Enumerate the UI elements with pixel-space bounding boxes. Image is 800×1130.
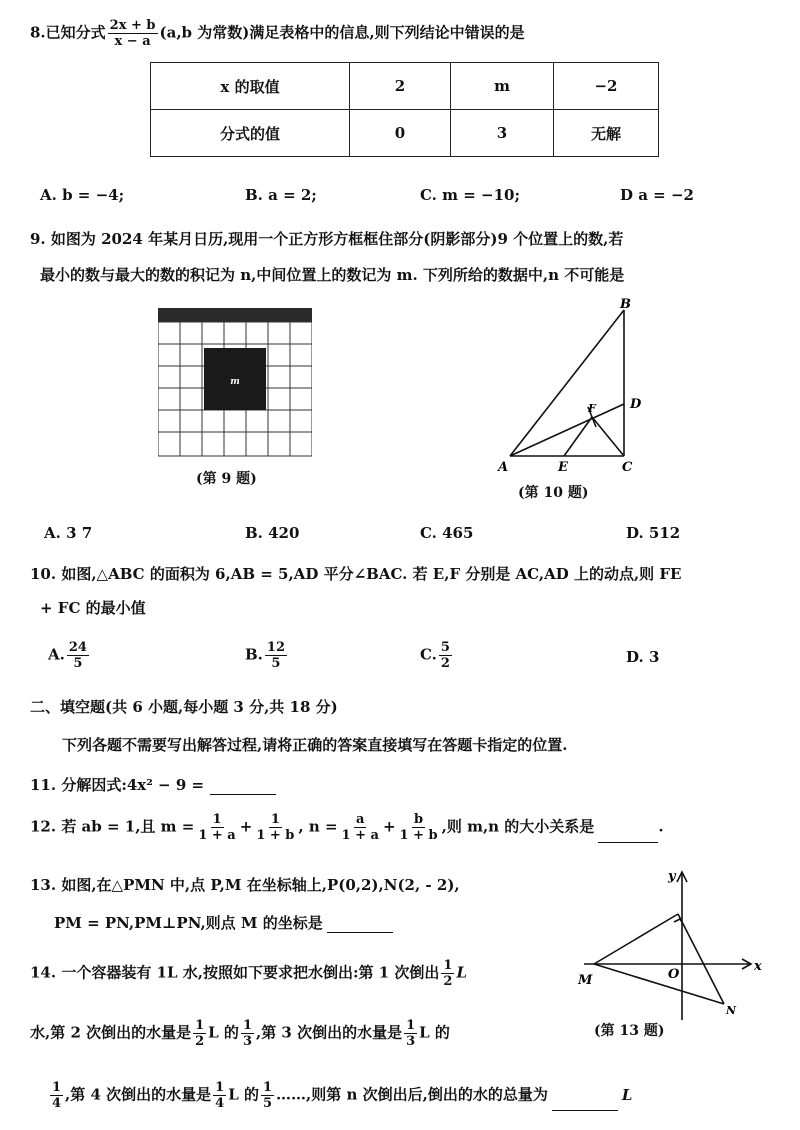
- q8-option-c: C. m = −10;: [420, 186, 520, 204]
- table-cell: −2: [554, 63, 659, 110]
- calendar-header-bar: [158, 308, 312, 322]
- table-cell: m: [451, 63, 554, 110]
- label-x: x: [754, 959, 762, 974]
- label-o: O: [668, 967, 680, 982]
- section-instruction: 下列各题不需要写出解答过程,请将正确的答案直接填写在答题卡指定的位置.: [62, 736, 568, 754]
- label-b: B: [620, 297, 631, 312]
- q8-option-a: A. b = −4;: [40, 186, 125, 204]
- label-c: C: [622, 460, 633, 475]
- q14-line3: $\frac{1}{4}$ ,第 4 次倒出的水量是 $\frac{1}{4}$ L 的 $\frac{1}{5}$ ……,则第 n 次倒出后,倒出的水的总量为 L: [52, 1080, 633, 1111]
- label-e: E: [558, 460, 568, 475]
- q9-caption: (第 9 题): [196, 471, 257, 487]
- label-y: y: [668, 869, 676, 884]
- q10-option-d: D. 3: [626, 648, 660, 666]
- q13-line1: 13. 如图,在△PMN 中,点 P,M 在坐标轴上,P(0,2),N(2, - 2),: [30, 876, 460, 894]
- q13-line2: PM = PN,PM⊥PN,则点 M 的坐标是: [54, 912, 393, 933]
- answer-blank[interactable]: [210, 778, 276, 795]
- q10-line1: 10. 如图,△ABC 的面积为 6,AB = 5,AD 平分∠BAC. 若 E,F 分别是 AC,AD 上的动点,则 FE: [30, 565, 682, 583]
- q10-caption: (第 10 题): [518, 485, 589, 501]
- table-cell: 0: [350, 110, 451, 157]
- q12: 12. 若 ab = 1,且 m = $\frac{1}{1 + a}$ + $\frac{1}{1 + b}$ , n = $\frac{a}{1 + a}$ + $\frac{b}{1 + b}$ ,则 m,n 的大小关系是 .: [30, 812, 664, 843]
- calendar-figure: [158, 308, 312, 458]
- q9-option-b: B. 420: [245, 524, 300, 542]
- q10-option-c: C. $\frac{5}{2}$: [420, 640, 450, 671]
- q10-option-b: B. $\frac{12}{5}$: [245, 640, 285, 671]
- q10-option-a: A. $\frac{24}{5}$: [48, 640, 87, 671]
- table-row: [151, 110, 659, 157]
- q11: 11. 分解因式:4x² − 9 =: [30, 774, 276, 795]
- coordinate-figure: [574, 866, 764, 1026]
- q9-option-a: A. 3 7: [44, 524, 93, 542]
- q14-line2: 水,第 2 次倒出的水量是 $\frac{1}{2}$ L 的 $\frac{1}{3}$ ,第 3 次倒出的水量是 $\frac{1}{3}$ L 的: [30, 1018, 450, 1049]
- table-cell: 2: [350, 63, 451, 110]
- q14-line1: 14. 一个容器装有 1L 水,按照如下要求把水倒出:第 1 次倒出 $\frac{1}{2}$ L: [30, 958, 467, 989]
- section-title: 二、填空题(共 6 小题,每小题 3 分,共 18 分): [30, 698, 338, 716]
- triangle-figure: [490, 296, 650, 476]
- q9-line1: 9. 如图为 2024 年某月日历,现用一个正方形方框框住部分(阴影部分)9 个位置上的数,若: [30, 230, 624, 248]
- label-d: D: [630, 397, 642, 412]
- label-a: A: [498, 460, 509, 475]
- label-f: F: [588, 402, 596, 415]
- q8-stem: 8.已知分式 $\frac{2x + b}{x - a}$ (a,b 为常数)满足表格中的信息,则下列结论中错误的是: [30, 18, 525, 49]
- table-cell: 无解: [554, 110, 659, 157]
- table-cell: x 的取值: [151, 63, 350, 110]
- table-cell: 3: [451, 110, 554, 157]
- q8-option-b: B. a = 2;: [245, 186, 317, 204]
- q9-line2: 最小的数与最大的数的积记为 n,中间位置上的数记为 m. 下列所给的数据中,n 不可能是: [40, 266, 625, 284]
- q10-line2: + FC 的最小值: [40, 599, 146, 617]
- table-cell: 分式的值: [151, 110, 350, 157]
- q8-option-d: D a = −2: [620, 186, 694, 204]
- table-row: [151, 63, 659, 110]
- q8-fraction: $\frac{2x + b}{x - a}$: [109, 18, 156, 49]
- q9-option-d: D. 512: [626, 524, 681, 542]
- label-n: N: [726, 1004, 737, 1017]
- answer-blank[interactable]: [327, 916, 393, 933]
- label-m: M: [578, 973, 593, 988]
- calendar-center-label: m: [230, 377, 240, 387]
- answer-blank[interactable]: [552, 1094, 618, 1111]
- q13-caption: (第 13 题): [594, 1023, 665, 1039]
- q9-option-c: C. 465: [420, 524, 474, 542]
- answer-blank[interactable]: [598, 826, 658, 843]
- q8-table: [150, 62, 659, 157]
